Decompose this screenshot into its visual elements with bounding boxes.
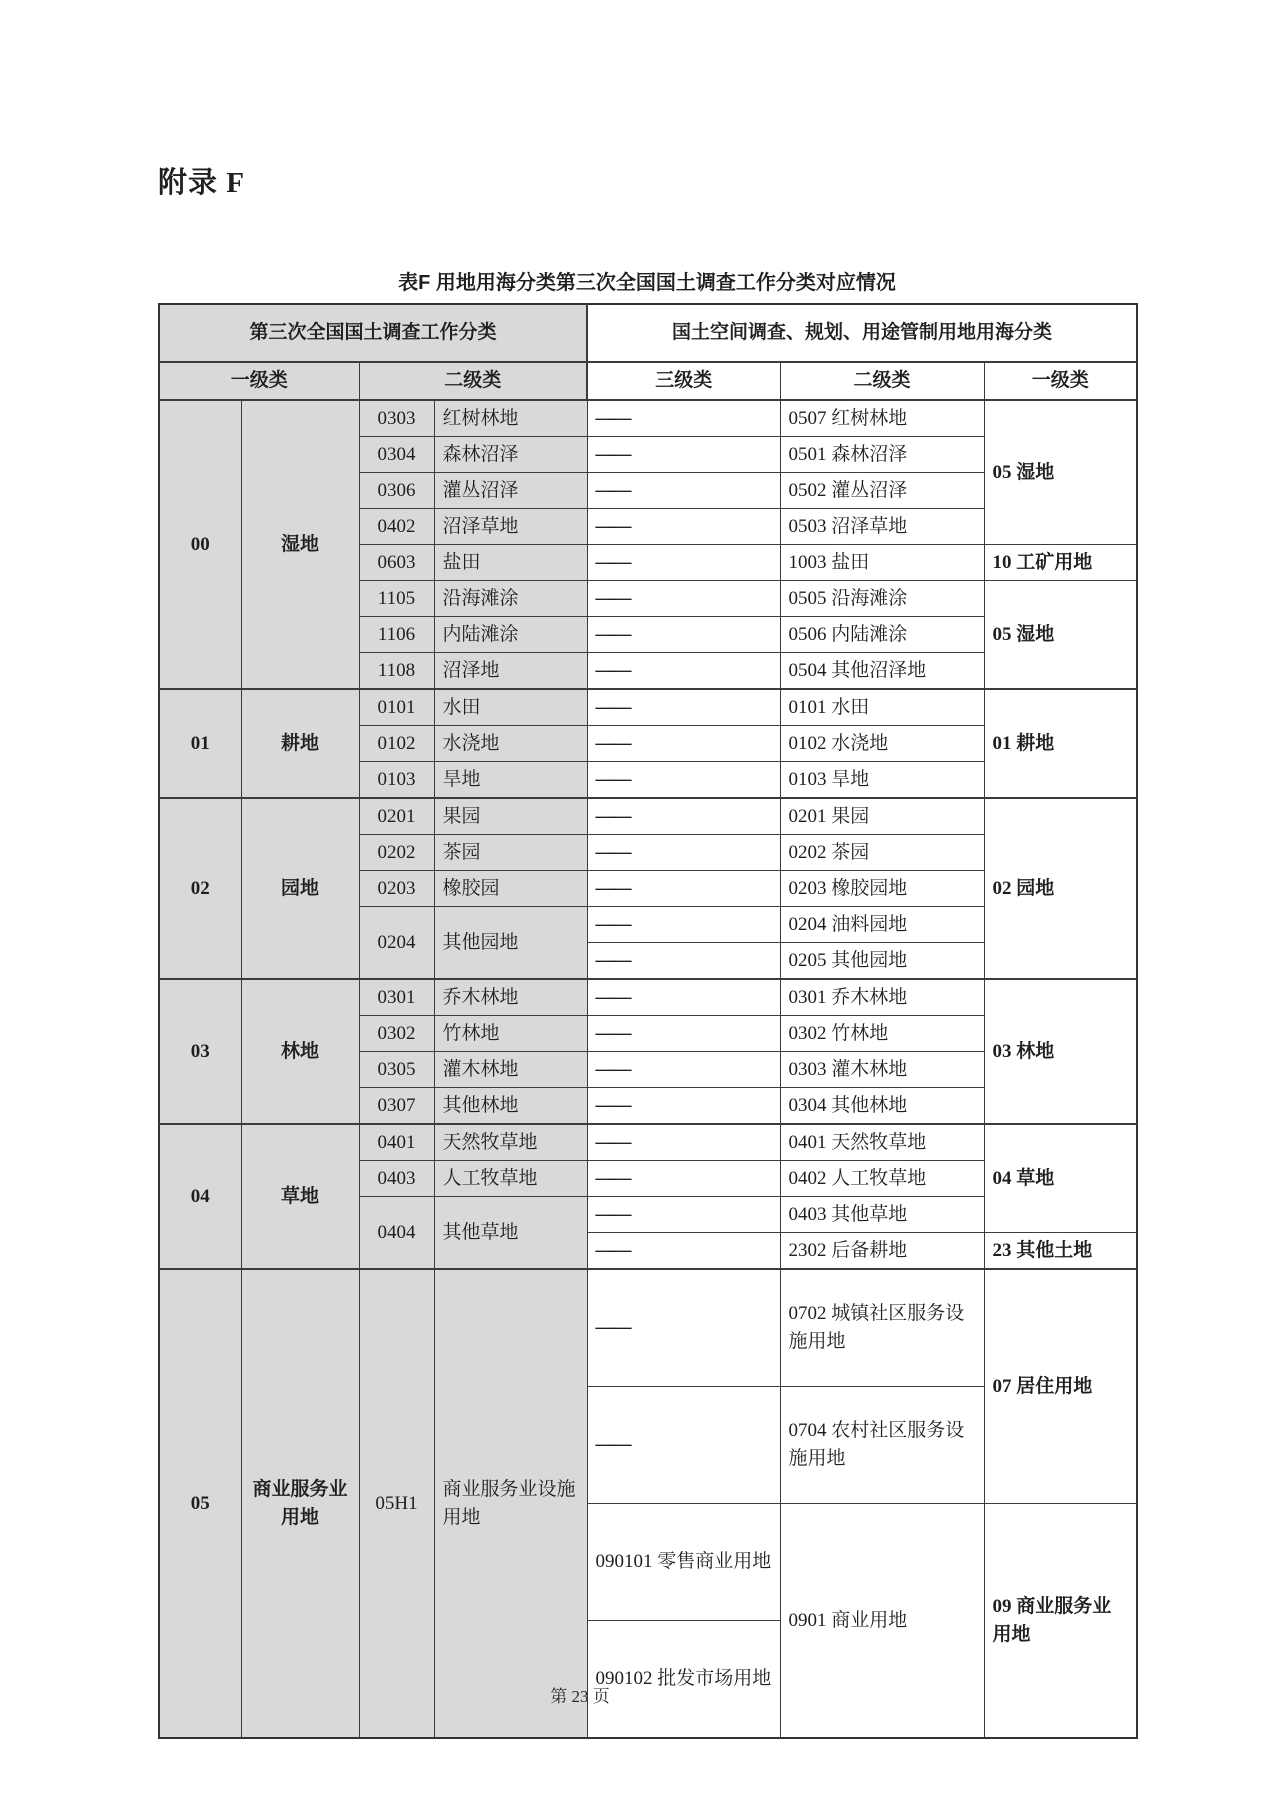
cell-dash: —— xyxy=(587,835,780,871)
cell-dash: —— xyxy=(587,1269,780,1387)
cell-survey-level2-code: 0302 xyxy=(359,1016,434,1052)
cell-survey-level2-code: 1105 xyxy=(359,581,434,617)
cell-survey-level2-name: 人工牧草地 xyxy=(434,1161,587,1197)
cell-dash: —— xyxy=(587,1161,780,1197)
cell-survey-level2-code: 0103 xyxy=(359,762,434,799)
cell-survey-level1-code: 04 xyxy=(159,1124,241,1269)
cell-survey-level2-name: 其他林地 xyxy=(434,1088,587,1125)
cell-survey-level2-name: 果园 xyxy=(434,798,587,835)
cell-dash: —— xyxy=(587,907,780,943)
cell-spatial-level2: 0303 灌木林地 xyxy=(780,1052,984,1088)
cell-spatial-level3: 090102 批发市场用地 xyxy=(587,1621,780,1739)
cell-dash: —— xyxy=(587,437,780,473)
cell-spatial-level2: 1003 盐田 xyxy=(780,545,984,581)
cell-spatial-level2: 0402 人工牧草地 xyxy=(780,1161,984,1197)
cell-spatial-level2: 0507 红树林地 xyxy=(780,400,984,437)
cell-spatial-level2: 0304 其他林地 xyxy=(780,1088,984,1125)
cell-survey-level2-code: 0301 xyxy=(359,979,434,1016)
table-row xyxy=(159,979,1137,1016)
cell-dash: —— xyxy=(587,1233,780,1270)
cell-survey-level2-name: 灌丛沼泽 xyxy=(434,473,587,509)
cell-survey-level2-name: 水浇地 xyxy=(434,726,587,762)
cell-dash: —— xyxy=(587,1387,780,1504)
cell-spatial-level1: 03 林地 xyxy=(984,979,1137,1124)
cell-survey-level2-code: 0307 xyxy=(359,1088,434,1125)
cell-dash: —— xyxy=(587,689,780,726)
cell-survey-level2-code: 0102 xyxy=(359,726,434,762)
header-spatial-level2: 二级类 xyxy=(780,362,984,400)
cell-dash: —— xyxy=(587,545,780,581)
cell-survey-level2-name: 商业服务业设施用地 xyxy=(434,1269,587,1738)
cell-spatial-level2: 0502 灌丛沼泽 xyxy=(780,473,984,509)
cell-survey-level2-name: 茶园 xyxy=(434,835,587,871)
cell-dash: —— xyxy=(587,1197,780,1233)
cell-spatial-level2: 0704 农村社区服务设施用地 xyxy=(780,1387,984,1504)
cell-survey-level2-code: 0101 xyxy=(359,689,434,726)
cell-survey-level2-code: 0304 xyxy=(359,437,434,473)
cell-dash: —— xyxy=(587,943,780,980)
cell-spatial-level2: 0702 城镇社区服务设施用地 xyxy=(780,1269,984,1387)
cell-spatial-level2: 0203 橡胶园地 xyxy=(780,871,984,907)
cell-survey-level1-code: 03 xyxy=(159,979,241,1124)
cell-spatial-level2: 0103 旱地 xyxy=(780,762,984,799)
cell-dash: —— xyxy=(587,473,780,509)
cell-dash: —— xyxy=(587,1088,780,1125)
table-row xyxy=(159,400,1137,437)
cell-spatial-level2: 0201 果园 xyxy=(780,798,984,835)
cell-survey-level2-name: 天然牧草地 xyxy=(434,1124,587,1161)
cell-survey-level2-code: 0404 xyxy=(359,1197,434,1270)
cell-survey-level2-code: 05H1 xyxy=(359,1269,434,1738)
cell-survey-level2-name: 灌木林地 xyxy=(434,1052,587,1088)
cell-survey-level2-name: 沼泽地 xyxy=(434,653,587,690)
cell-survey-level1-name: 草地 xyxy=(241,1124,359,1269)
cell-dash: —— xyxy=(587,1124,780,1161)
cell-dash: —— xyxy=(587,400,780,437)
cell-dash: —— xyxy=(587,762,780,799)
cell-survey-level2-name: 沿海滩涂 xyxy=(434,581,587,617)
header-spatial-level3: 三级类 xyxy=(587,362,780,400)
header-survey-level1: 一级类 xyxy=(159,362,359,400)
cell-survey-level2-name: 旱地 xyxy=(434,762,587,799)
cell-spatial-level1: 10 工矿用地 xyxy=(984,545,1137,581)
cell-survey-level1-code: 00 xyxy=(159,400,241,689)
cell-spatial-level2: 0505 沿海滩涂 xyxy=(780,581,984,617)
cell-spatial-level1: 05 湿地 xyxy=(984,581,1137,690)
cell-survey-level2-code: 0203 xyxy=(359,871,434,907)
cell-dash: —— xyxy=(587,798,780,835)
cell-survey-level2-name: 红树林地 xyxy=(434,400,587,437)
cell-spatial-level2: 0901 商业用地 xyxy=(780,1504,984,1739)
cell-spatial-level2: 2302 后备耕地 xyxy=(780,1233,984,1270)
cell-survey-level2-code: 0603 xyxy=(359,545,434,581)
cell-survey-level1-name: 林地 xyxy=(241,979,359,1124)
cell-spatial-level2: 0503 沼泽草地 xyxy=(780,509,984,545)
cell-dash: —— xyxy=(587,509,780,545)
cell-spatial-level2: 0501 森林沼泽 xyxy=(780,437,984,473)
header-spatial-level1: 一级类 xyxy=(984,362,1137,400)
header-survey-level2: 二级类 xyxy=(359,362,587,400)
cell-spatial-level2: 0403 其他草地 xyxy=(780,1197,984,1233)
cell-spatial-level1: 02 园地 xyxy=(984,798,1137,979)
table-row xyxy=(159,798,1137,835)
cell-survey-level2-code: 0306 xyxy=(359,473,434,509)
cell-survey-level1-code: 02 xyxy=(159,798,241,979)
page-number: 第 23 页 xyxy=(550,1687,610,1706)
cell-dash: —— xyxy=(587,871,780,907)
classification-correspondence-table xyxy=(158,303,1138,1739)
cell-survey-level2-code: 0201 xyxy=(359,798,434,835)
cell-survey-level2-name: 盐田 xyxy=(434,545,587,581)
cell-spatial-level3: 090101 零售商业用地 xyxy=(587,1504,780,1621)
cell-survey-level2-name: 水田 xyxy=(434,689,587,726)
cell-survey-level2-code: 0305 xyxy=(359,1052,434,1088)
cell-survey-level2-code: 0204 xyxy=(359,907,434,980)
table-row xyxy=(159,1124,1137,1161)
cell-survey-level2-code: 0202 xyxy=(359,835,434,871)
header-spatial-classification: 国土空间调查、规划、用途管制用地用海分类 xyxy=(587,304,1137,362)
table-title: 表F 用地用海分类第三次全国国土调查工作分类对应情况 xyxy=(398,272,896,294)
cell-survey-level1-code: 05 xyxy=(159,1269,241,1738)
table-header xyxy=(159,304,1137,400)
cell-spatial-level2: 0205 其他园地 xyxy=(780,943,984,980)
cell-survey-level1-name: 湿地 xyxy=(241,400,359,689)
cell-survey-level2-name: 内陆滩涂 xyxy=(434,617,587,653)
cell-survey-level2-code: 1106 xyxy=(359,617,434,653)
cell-spatial-level2: 0202 茶园 xyxy=(780,835,984,871)
cell-spatial-level2: 0204 油料园地 xyxy=(780,907,984,943)
cell-survey-level1-code: 01 xyxy=(159,689,241,798)
cell-dash: —— xyxy=(587,1016,780,1052)
cell-spatial-level1: 05 湿地 xyxy=(984,400,1137,545)
cell-spatial-level1: 01 耕地 xyxy=(984,689,1137,798)
cell-survey-level2-name: 其他草地 xyxy=(434,1197,587,1270)
cell-spatial-level1: 04 草地 xyxy=(984,1124,1137,1233)
header-survey-classification: 第三次全国国土调查工作分类 xyxy=(159,304,587,362)
cell-survey-level2-code: 0401 xyxy=(359,1124,434,1161)
cell-spatial-level1: 07 居住用地 xyxy=(984,1269,1137,1504)
cell-spatial-level2: 0302 竹林地 xyxy=(780,1016,984,1052)
cell-spatial-level1: 23 其他土地 xyxy=(984,1233,1137,1270)
cell-survey-level2-code: 1108 xyxy=(359,653,434,690)
cell-spatial-level2: 0504 其他沼泽地 xyxy=(780,653,984,690)
table-row xyxy=(159,1269,1137,1387)
cell-spatial-level2: 0101 水田 xyxy=(780,689,984,726)
cell-survey-level2-code: 0402 xyxy=(359,509,434,545)
cell-survey-level2-code: 0403 xyxy=(359,1161,434,1197)
cell-spatial-level2: 0301 乔木林地 xyxy=(780,979,984,1016)
cell-spatial-level2: 0401 天然牧草地 xyxy=(780,1124,984,1161)
cell-spatial-level2: 0102 水浇地 xyxy=(780,726,984,762)
cell-survey-level1-name: 园地 xyxy=(241,798,359,979)
table-body xyxy=(159,400,1137,1738)
cell-dash: —— xyxy=(587,979,780,1016)
cell-survey-level2-name: 竹林地 xyxy=(434,1016,587,1052)
cell-survey-level2-name: 乔木林地 xyxy=(434,979,587,1016)
cell-survey-level1-name: 耕地 xyxy=(241,689,359,798)
appendix-title: 附录 F xyxy=(158,167,245,199)
cell-spatial-level1: 09 商业服务业用地 xyxy=(984,1504,1137,1739)
table-row xyxy=(159,689,1137,726)
cell-dash: —— xyxy=(587,617,780,653)
cell-dash: —— xyxy=(587,581,780,617)
cell-dash: —— xyxy=(587,653,780,690)
cell-spatial-level2: 0506 内陆滩涂 xyxy=(780,617,984,653)
cell-survey-level2-code: 0303 xyxy=(359,400,434,437)
cell-survey-level2-name: 森林沼泽 xyxy=(434,437,587,473)
cell-survey-level2-name: 橡胶园 xyxy=(434,871,587,907)
cell-survey-level2-name: 其他园地 xyxy=(434,907,587,980)
cell-dash: —— xyxy=(587,1052,780,1088)
cell-survey-level2-name: 沼泽草地 xyxy=(434,509,587,545)
cell-dash: —— xyxy=(587,726,780,762)
cell-survey-level1-name: 商业服务业用地 xyxy=(241,1269,359,1738)
